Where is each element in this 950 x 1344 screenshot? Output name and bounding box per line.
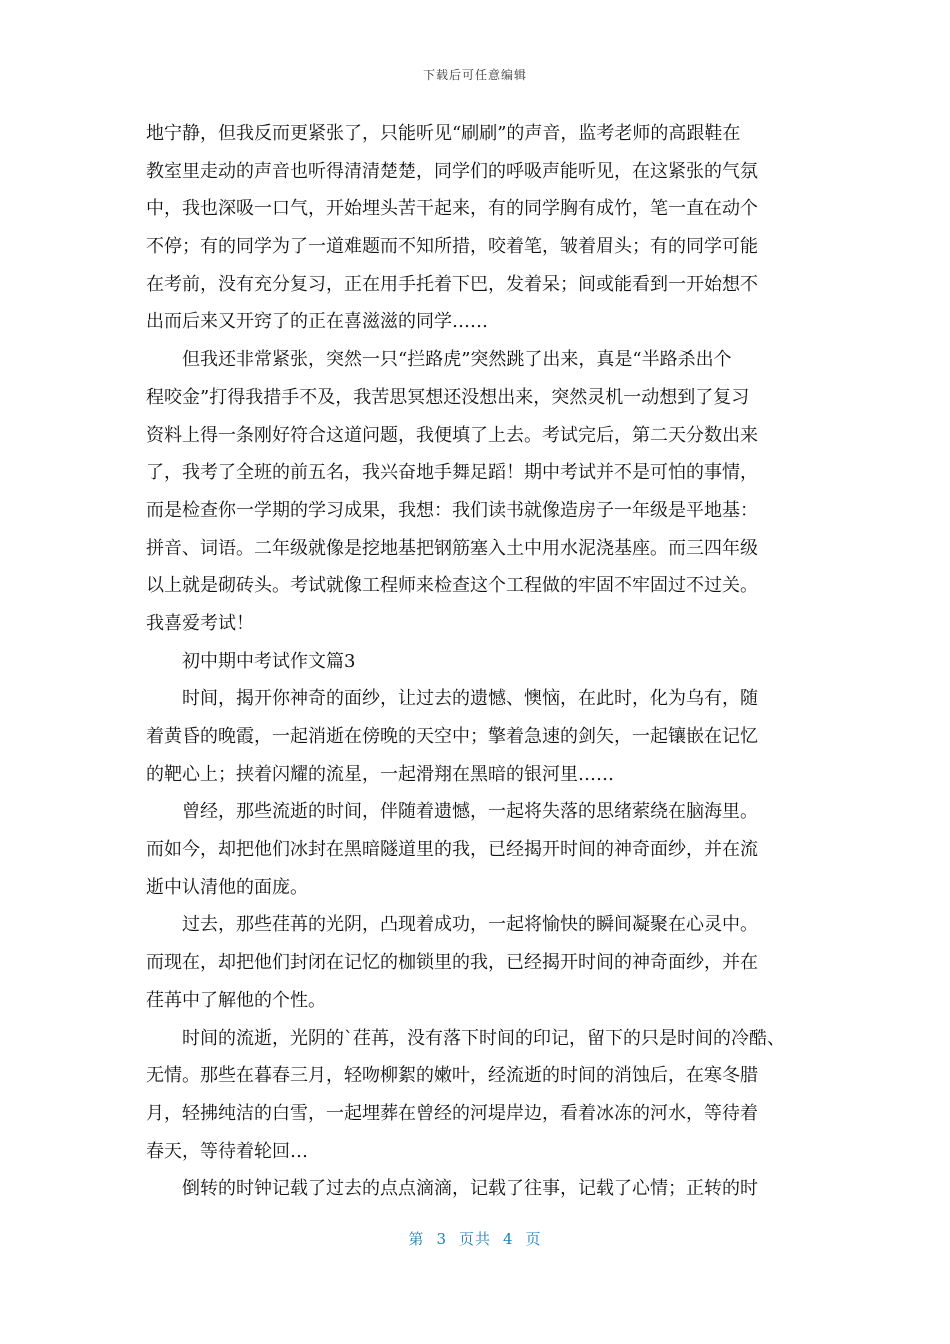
text-line: 我喜爱考试！ xyxy=(146,612,254,634)
text-line: 无情。那些在暮春三月，轻吻柳絮的嫩叶，经流逝的时间的消蚀后，在寒冬腊 xyxy=(146,1065,758,1087)
total-pages-number: 4 xyxy=(503,1230,514,1248)
text-line: 过去，那些荏苒的光阴，凸现着成功，一起将愉快的瞬间凝聚在心灵中。 xyxy=(182,914,758,936)
text-line: 着黄昏的晚霞，一起消逝在傍晚的天空中；擎着急速的剑矢，一起镶嵌在记忆 xyxy=(146,726,758,747)
text-line: 出而后来又开窍了的正在喜滋滋的同学…… xyxy=(146,311,488,333)
page-header: 下载后可任意编辑 xyxy=(422,68,527,82)
section-title: 初中期中考试作文篇3 xyxy=(182,650,356,672)
text-line: 资料上得一条刚好符合这道问题，我便填了上去。考试完后，第二天分数出来 xyxy=(146,424,758,446)
text-line: 而是检查你一学期的学习成果，我想：我们读书就像造房子一年级是平地基： xyxy=(146,499,758,521)
text-line: 月，轻拂纯洁的白雪，一起埋葬在曾经的河堤岸边，看着冰冻的河水，等待着 xyxy=(146,1102,758,1124)
text-line: 荏苒中了解他的个性。 xyxy=(146,989,326,1011)
text-line: 了，我考了全班的前五名，我兴奋地手舞足蹈！期中考试并不是可怕的事情， xyxy=(146,462,758,484)
text-line: 时间，揭开你神奇的面纱，让过去的遗憾、懊恼，在此时，化为乌有，随 xyxy=(182,688,758,710)
essay-body xyxy=(146,115,816,1208)
page-footer xyxy=(0,1228,950,1249)
current-page-number: 3 xyxy=(436,1230,447,1248)
text-line: 程咬金”打得我措手不及，我苦思冥想还没想出来，突然灵机一动想到了复习 xyxy=(146,386,750,408)
text-line: 时间的流逝，光阴的`荏苒，没有落下时间的印记，留下的只是时间的冷酷、 xyxy=(182,1027,785,1049)
text-line: 但我还非常紧张，突然一只“拦路虎”突然跳了出来，真是“半路杀出个 xyxy=(182,349,732,371)
footer-prefix: 第 xyxy=(408,1230,425,1248)
text-line: 拼音、词语。二年级就像是挖地基把钢筋塞入土中用水泥浇基座。而三四年级 xyxy=(146,537,758,559)
text-line: 春天，等待着轮回… xyxy=(146,1140,308,1162)
text-line: 以上就是砌砖头。考试就像工程师来检查这个工程做的牢固不牢固过不过关。 xyxy=(146,575,758,597)
text-line: 中，我也深吸一口气，开始埋头苦干起来，有的同学胸有成竹，笔一直在动个 xyxy=(146,198,758,220)
text-line: 曾经，那些流逝的时间，伴随着遗憾，一起将失落的思绪萦绕在脑海里。 xyxy=(182,801,758,823)
text-line: 而现在，却把他们封闭在记忆的枷锁里的我，已经揭开时间的神奇面纱，并在 xyxy=(146,952,758,974)
footer-suffix: 页 xyxy=(525,1230,542,1248)
text-line: 教室里走动的声音也听得清清楚楚，同学们的呼吸声能听见，在这紧张的气氛 xyxy=(146,160,758,182)
text-line: 的靶心上；挟着闪耀的流星，一起滑翔在黑暗的银河里…… xyxy=(146,763,614,785)
text-line: 地宁静，但我反而更紧张了，只能听见“刷刷”的声音，监考老师的高跟鞋在 xyxy=(146,123,741,144)
footer-middle: 页共 xyxy=(458,1230,491,1248)
text-line: 倒转的时钟记载了过去的点点滴滴，记载了往事，记载了心情；正转的时 xyxy=(182,1178,758,1200)
text-line: 不停；有的同学为了一道难题而不知所措，咬着笔，皱着眉头；有的同学可能 xyxy=(146,236,758,258)
text-line: 在考前，没有充分复习，正在用手托着下巴，发着呆；间或能看到一开始想不 xyxy=(146,273,758,295)
text-line: 而如今，却把他们冰封在黑暗隧道里的我，已经揭开时间的神奇面纱，并在流 xyxy=(146,839,758,861)
text-line: 逝中认清他的面庞。 xyxy=(146,876,308,898)
